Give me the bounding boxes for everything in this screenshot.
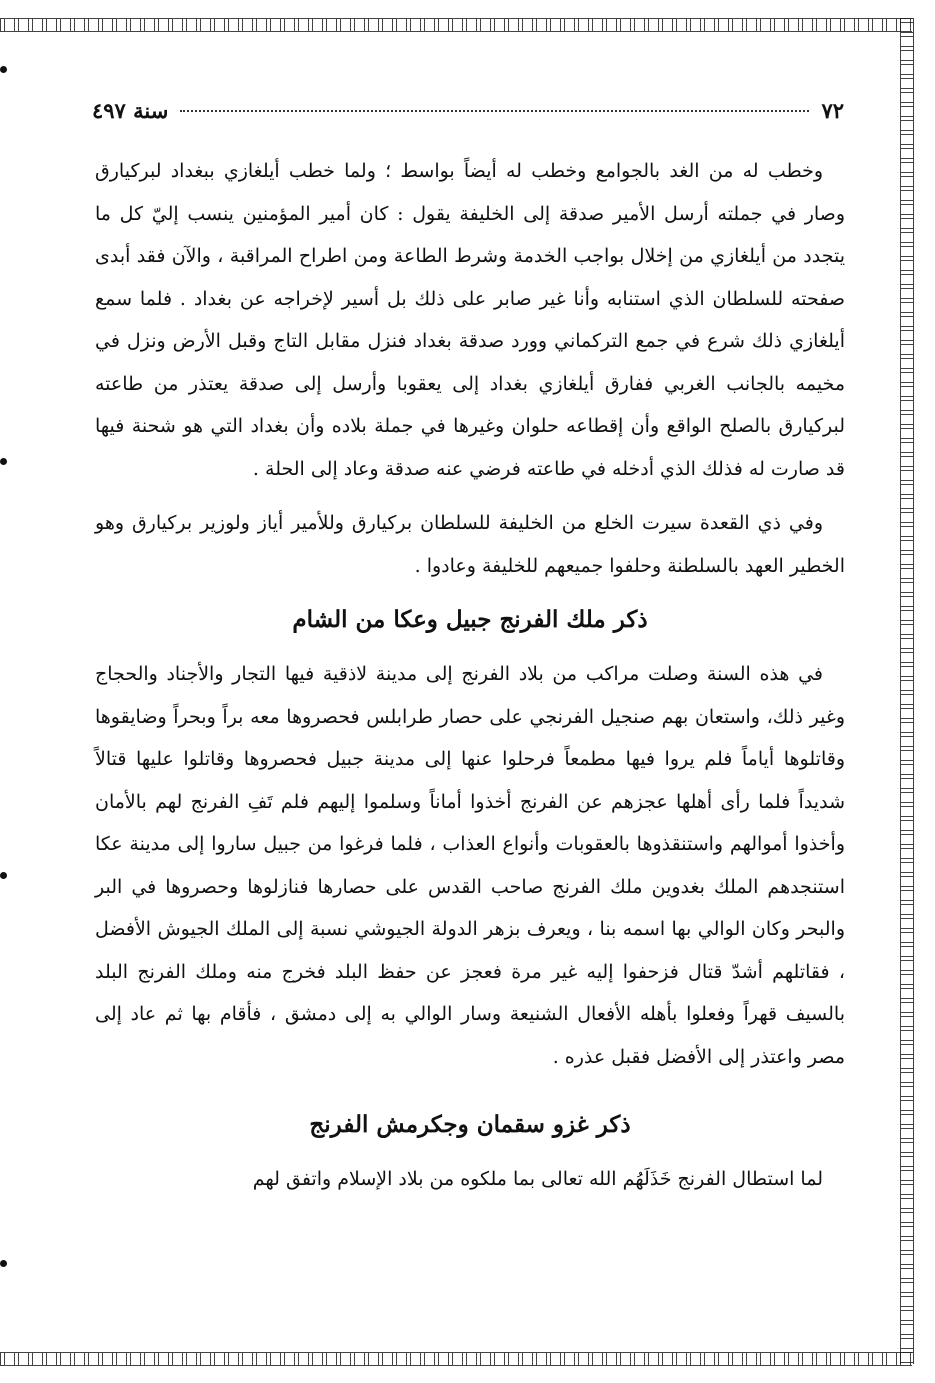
right-ornamental-border	[900, 18, 914, 1364]
paragraph: وخطب له من الغد بالجوامع وخطب له أيضاً بواسط ؛ ولما خطب أيلغازي ببغداد لبركيارق وصار في جملته أرسل الأمير صدقة إلى الخليفة يقول : كان أمير المؤمنين ينسب إليّ كل ما يتجدد من أيلغازي من إخلال بواجب الخدمة وشرط الطاعة ومن اطراح المراقبة ، والآن فقد أبدى صفحته للسلطان الذي استنابه وأنا غير صابر على ذلك بل أسير لإخراجه عن بغداد . فلما سمع أيلغازي ذلك شرع في جمع التركماني وورد صدقة بغداد فنزل مقابل التاج وقبل الأرض ونزل في مخيمه بالجانب الغربي ففارق أيلغازي بغداد إلى يعقوبا وأرسل إلى صدقة يعتذر من طاعته لبركيارق بالصلح الواقع وأن إقطاعه حلوان وغيرها في جملة بلاده وأن بغداد التي هو شحنة فيها قد صارت له فذلك الذي أدخله في طاعته فرضي عنه صدقة وعاد إلى الحلة .	[95, 160, 845, 480]
dotted-leader	[180, 110, 809, 112]
top-ornamental-border	[0, 18, 912, 32]
paragraph: وفي ذي القعدة سيرت الخلع من الخليفة للسلطان بركيارق وللأمير أياز ولوزير بركيارق وهو الخطير العهد بالسلطنة وحلفوا جميعهم للخليفة وعادوا .	[95, 512, 845, 577]
running-header	[92, 98, 844, 132]
margin-mark	[0, 458, 7, 465]
bottom-ornamental-border	[0, 1352, 912, 1366]
header-year: سنة ٤٩٧	[92, 98, 169, 123]
margin-mark	[0, 66, 7, 73]
paragraph: لما استطال الفرنج خَذَلَهُم الله تعالى بما ملكوه من بلاد الإسلام واتفق لهم	[252, 1168, 823, 1190]
page-body	[95, 150, 845, 1201]
margin-mark	[0, 872, 7, 879]
section-heading: ذكر ملك الفرنج جبيل وعكا من الشام	[292, 606, 648, 633]
margin-mark	[0, 1260, 7, 1267]
section-heading: ذكر غزو سقمان وجكرمش الفرنج	[309, 1111, 631, 1138]
page-number: ٧٢	[821, 98, 844, 123]
paragraph: في هذه السنة وصلت مراكب من بلاد الفرنج إلى مدينة لاذقية فيها التجار والأجناد والحجاج وغير ذلك، واستعان بهم صنجيل الفرنجي على حصار طرابلس فحصروها معه براً وبحراً وضايقوها وقاتلوها أياماً فلم يروا فيها مطمعاً فرحلوا عنها إلى مدينة جبيل فحصروها وقاتلوا عليها قتالاً شديداً فلما رأى أهلها عجزهم عن الفرنج أخذوا أماناً وسلموا إليهم فلم تَفِ الفرنج لهم بالأمان وأخذوا أموالهم واستنقذوها بالعقوبات وأنواع العذاب ، فلما فرغوا من جبيل ساروا إلى مدينة عكا استنجدهم الملك بغدوين ملك الفرنج صاحب القدس على حصارها فنازلوها وحصروها في البر والبحر وكان الوالي بها اسمه بنا ، ويعرف بزهر الدولة الجيوشي نسبة إلى الملك الجيوش الأفضل ، فقاتلهم أشدّ قتال فزحفوا إليه غير مرة فعجز عن حفظ البلد فخرج منه وملك الفرنج البلد بالسيف قهراً وفعلوا بأهله الأفعال الشنيعة وسار الوالي به إلى دمشق ، فأقام بها ثم عاد إلى مصر واعتذر إلى الأفضل فقبل عذره .	[95, 663, 845, 1068]
